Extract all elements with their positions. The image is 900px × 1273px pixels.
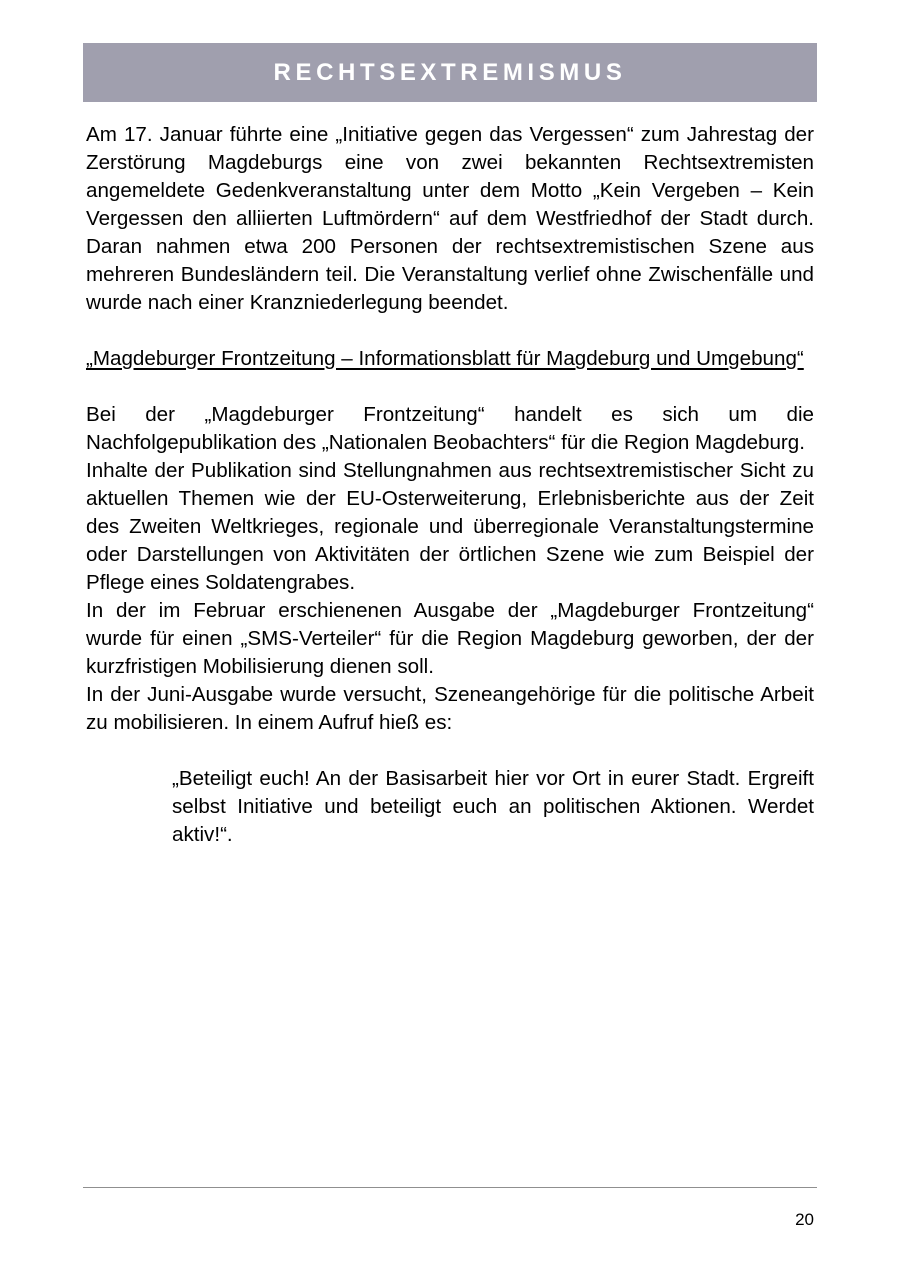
paragraph-spacer bbox=[86, 373, 814, 401]
paragraph-gedenkveranstaltung: Am 17. Januar führte eine „Initiative gegen das Vergessen“ zum Jahrestag der Zerstörung Magdeburgs eine von zwei bekannten Rechtsextremisten angemeldete Gedenkveranstaltung unter dem Motto „Kein Vergeben – Kein Vergessen den alliierten Luftmördern“ auf dem Westfriedhof der Stadt durch. Daran nahmen etwa 200 Personen der rechtsextremistischen Szene aus mehreren Bundesländern teil. Die Veranstaltung verlief ohne Zwischenfälle und wurde nach einer Kranzniederlegung beendet. bbox=[86, 123, 814, 314]
section-header bbox=[83, 43, 817, 102]
document-body bbox=[86, 121, 814, 849]
paragraph-inhalte: Inhalte der Publikation sind Stellungnahmen aus rechtsextremistischer Sicht zu aktuellen Themen wie der EU-Osterweiterung, Erlebnisberichte aus der Zeit des Zweiten Weltkrieges, regionale und überregionale Veranstaltungstermine oder Darstellungen von Aktivitäten der örtlichen Szene wie zum Beispiel der Pflege eines Soldatengrabes. bbox=[86, 459, 814, 594]
subheading-frontzeitung: „Magdeburger Frontzeitung – Informationsblatt für Magdeburg und Umgebung“ bbox=[86, 347, 804, 370]
paragraph-nachfolgepublikation: Bei der „Magdeburger Frontzeitung“ handelt es sich um die Nachfolgepublikation des „Nationalen Beobachters“ für die Region Magdeburg. bbox=[86, 403, 814, 454]
paragraph-juni-ausgabe: In der Juni-Ausgabe wurde versucht, Szeneangehörige für die politische Arbeit zu mobilisieren. In einem Aufruf hieß es: bbox=[86, 683, 814, 734]
paragraph-sms-verteiler: In der im Februar erschienenen Ausgabe der „Magdeburger Frontzeitung“ wurde für einen „SMS-Verteiler“ für die Region Magdeburg geworben, der der kurzfristigen Mobilisierung dienen soll. bbox=[86, 599, 814, 678]
section-title: RECHTSEXTREMISMUS bbox=[273, 59, 627, 86]
page-number: 20 bbox=[795, 1210, 814, 1229]
block-quote: „Beteiligt euch! An der Basisarbeit hier vor Ort in eurer Stadt. Ergreift selbst Initiative und beteiligt euch an politischen Aktionen. Werdet aktiv!“. bbox=[172, 767, 814, 846]
footer-divider bbox=[83, 1187, 817, 1188]
paragraph-spacer bbox=[86, 737, 814, 765]
paragraph-spacer bbox=[86, 317, 814, 345]
